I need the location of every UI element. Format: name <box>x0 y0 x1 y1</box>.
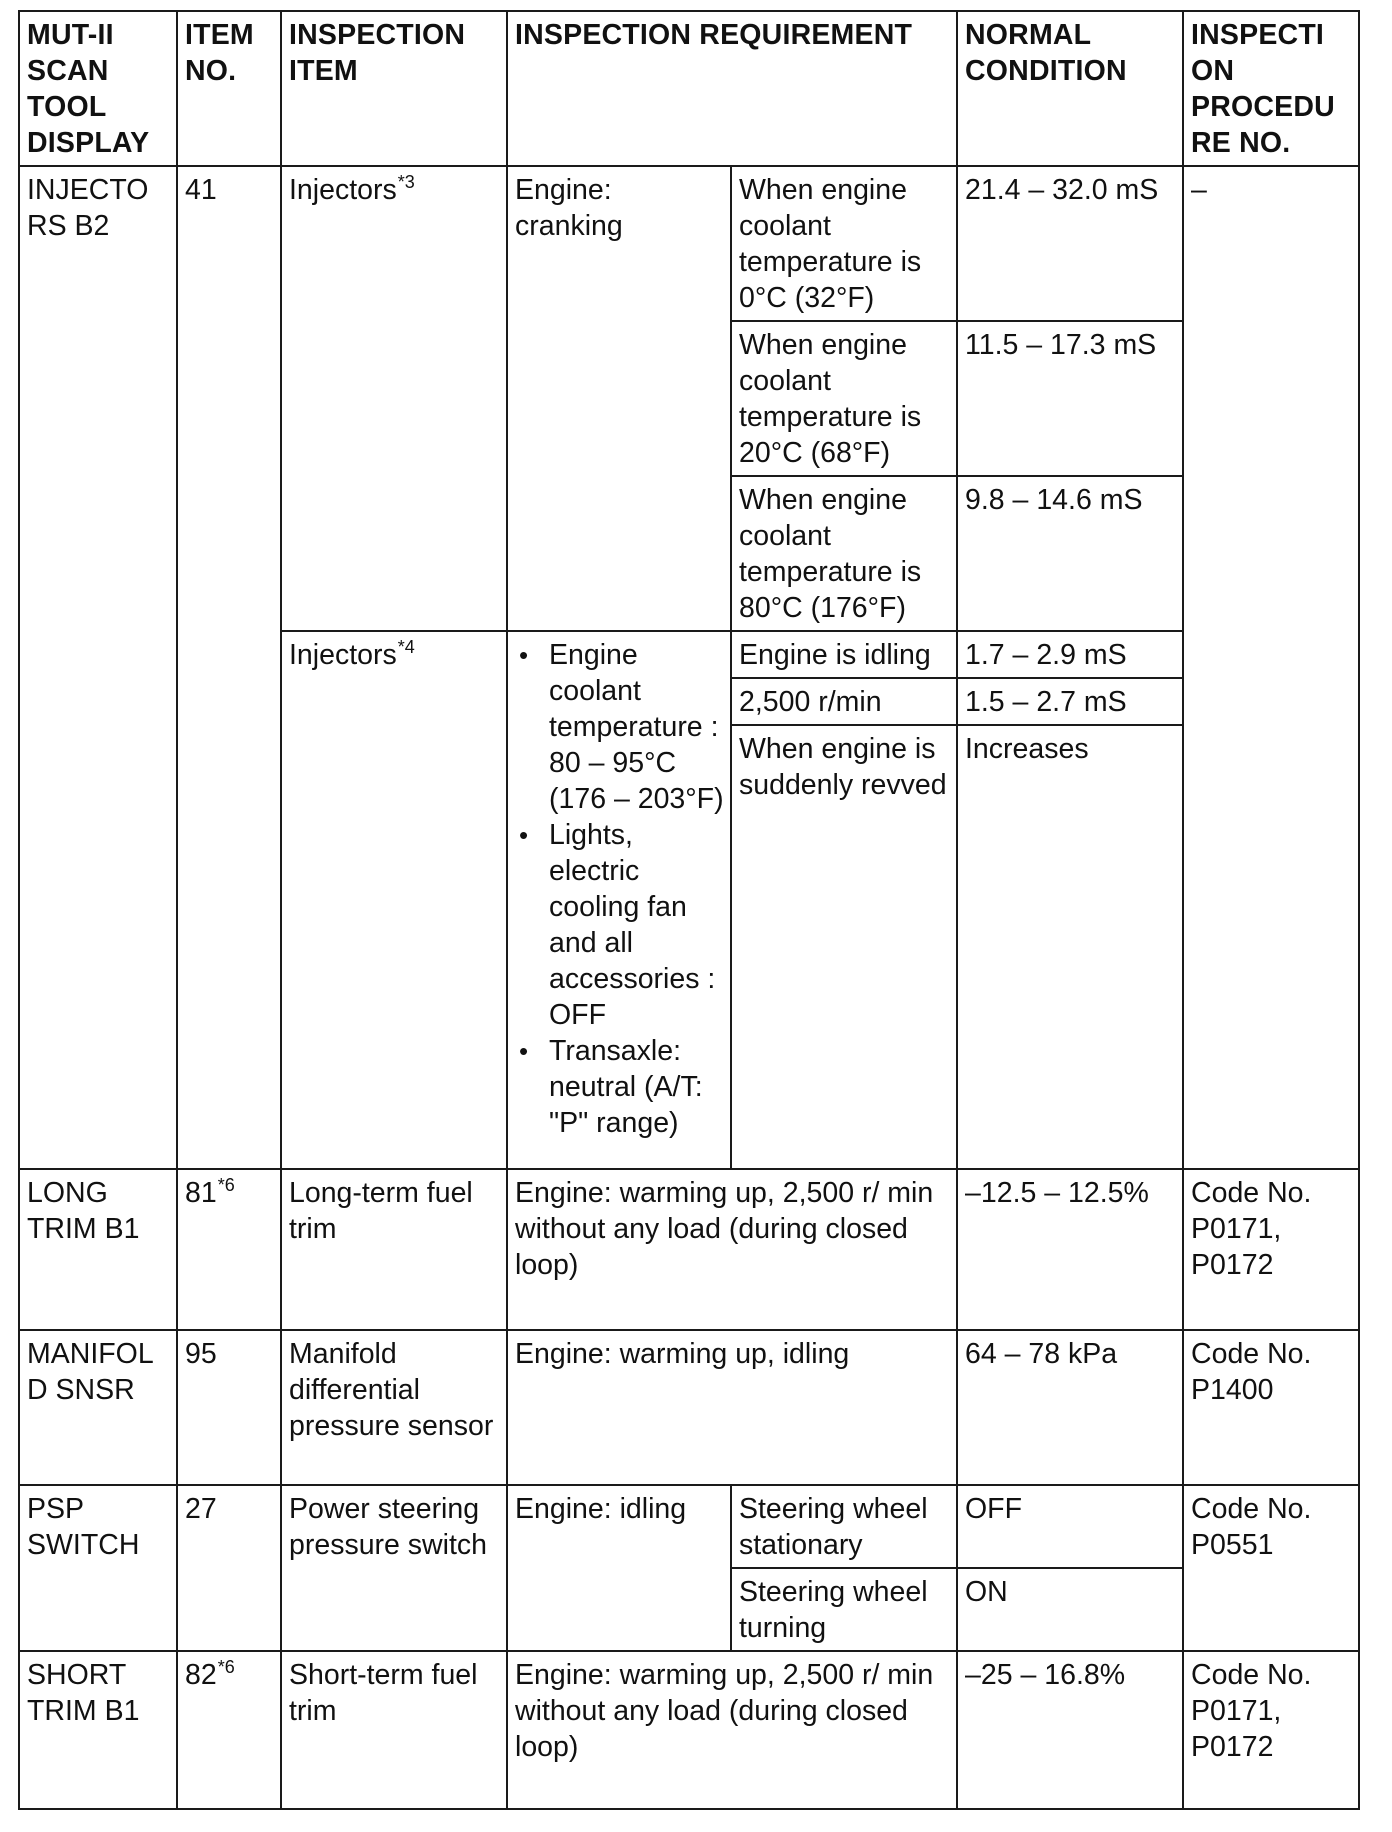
display-psp: PSP SWITCH <box>19 1485 177 1651</box>
item-number: 81 <box>185 1177 217 1209</box>
procedure-long-trim: Code No. P0171, P0172 <box>1183 1169 1359 1330</box>
normal-manifold: 64 – 78 kPa <box>957 1330 1183 1485</box>
inspection-item-psp: Power steering pressure switch <box>281 1485 507 1651</box>
sub-condition: When engine coolant temperature is 80°C (176°F) <box>731 476 957 631</box>
display-injectors: INJECTO RS B2 <box>19 166 177 1169</box>
header-procedure-no: INSPECTI ON PROCEDU RE NO. <box>1183 11 1359 166</box>
table-row <box>19 1651 1359 1809</box>
footnote-mark: *4 <box>397 637 415 657</box>
normal-short-trim: –25 – 16.8% <box>957 1651 1183 1809</box>
condition-psp: Engine: idling <box>507 1485 731 1651</box>
header-display: MUT-II SCAN TOOL DISPLAY <box>19 11 177 166</box>
procedure-psp: Code No. P0551 <box>1183 1485 1359 1651</box>
normal-long-trim: –12.5 – 12.5% <box>957 1169 1183 1330</box>
display-manifold: MANIFOL D SNSR <box>19 1330 177 1485</box>
list-item: • Lights, electric cooling fan and all accessories : OFF <box>515 817 724 1033</box>
requirement-long-trim: Engine: warming up, 2,500 r/ min without any load (during closed loop) <box>507 1169 957 1330</box>
item-no-long-trim <box>177 1169 281 1330</box>
normal-value: 11.5 – 17.3 mS <box>957 321 1183 476</box>
procedure-short-trim: Code No. P0171, P0172 <box>1183 1651 1359 1809</box>
procedure-injectors: – <box>1183 166 1359 1169</box>
condition-warm-idle-list <box>507 631 731 1169</box>
sub-condition: Steering wheel stationary <box>731 1485 957 1568</box>
sub-condition: When engine is suddenly revved <box>731 725 957 1169</box>
table-row <box>19 166 1359 321</box>
requirement-short-trim: Engine: warming up, 2,500 r/ min without any load (during closed loop) <box>507 1651 957 1809</box>
sub-condition: Engine is idling <box>731 631 957 678</box>
normal-value: 1.5 – 2.7 mS <box>957 678 1183 725</box>
footnote-mark: *6 <box>217 1657 235 1677</box>
header-normal-condition: NORMAL CONDITION <box>957 11 1183 166</box>
item-label: Injectors <box>289 639 397 671</box>
normal-value: 9.8 – 14.6 mS <box>957 476 1183 631</box>
requirement-manifold: Engine: warming up, idling <box>507 1330 957 1485</box>
item-no-injectors: 41 <box>177 166 281 1169</box>
table-row <box>19 1330 1359 1485</box>
normal-value: OFF <box>957 1485 1183 1568</box>
inspection-item-long-trim: Long-term fuel trim <box>281 1169 507 1330</box>
list-item: • Engine coolant temperature : 80 – 95°C (176 – 203°F) <box>515 637 724 817</box>
sub-condition: 2,500 r/min <box>731 678 957 725</box>
inspection-item-short-trim: Short-term fuel trim <box>281 1651 507 1809</box>
table-row <box>19 1485 1359 1568</box>
item-no-manifold: 95 <box>177 1330 281 1485</box>
inspection-table <box>18 10 1360 1810</box>
header-item-no: ITEM NO. <box>177 11 281 166</box>
inspection-item-manifold: Manifold differential pressure sensor <box>281 1330 507 1485</box>
item-number: 82 <box>185 1659 217 1691</box>
inspection-item-injectors-b <box>281 631 507 1169</box>
procedure-manifold: Code No. P1400 <box>1183 1330 1359 1485</box>
inspection-item-injectors-a <box>281 166 507 631</box>
item-no-short-trim <box>177 1651 281 1809</box>
item-label: Injectors <box>289 174 397 206</box>
condition-bullet-list <box>515 637 724 1141</box>
header-row <box>19 11 1359 166</box>
sub-condition: Steering wheel turning <box>731 1568 957 1651</box>
inspection-table-sheet <box>18 10 1358 1810</box>
normal-value: 1.7 – 2.9 mS <box>957 631 1183 678</box>
sub-condition: When engine coolant temperature is 20°C (68°F) <box>731 321 957 476</box>
item-no-psp: 27 <box>177 1485 281 1651</box>
header-inspection-item: INSPECTION ITEM <box>281 11 507 166</box>
normal-value: ON <box>957 1568 1183 1651</box>
display-long-trim: LONG TRIM B1 <box>19 1169 177 1330</box>
footnote-mark: *6 <box>217 1175 235 1195</box>
display-short-trim: SHORT TRIM B1 <box>19 1651 177 1809</box>
normal-value: 21.4 – 32.0 mS <box>957 166 1183 321</box>
footnote-mark: *3 <box>397 172 415 192</box>
normal-value: Increases <box>957 725 1183 1169</box>
sub-condition: When engine coolant temperature is 0°C (32°F) <box>731 166 957 321</box>
list-item: • Transaxle: neutral (A/T: "P" range) <box>515 1033 724 1141</box>
header-requirement: INSPECTION REQUIREMENT <box>507 11 957 166</box>
condition-cranking: Engine: cranking <box>507 166 731 631</box>
table-row <box>19 1169 1359 1330</box>
